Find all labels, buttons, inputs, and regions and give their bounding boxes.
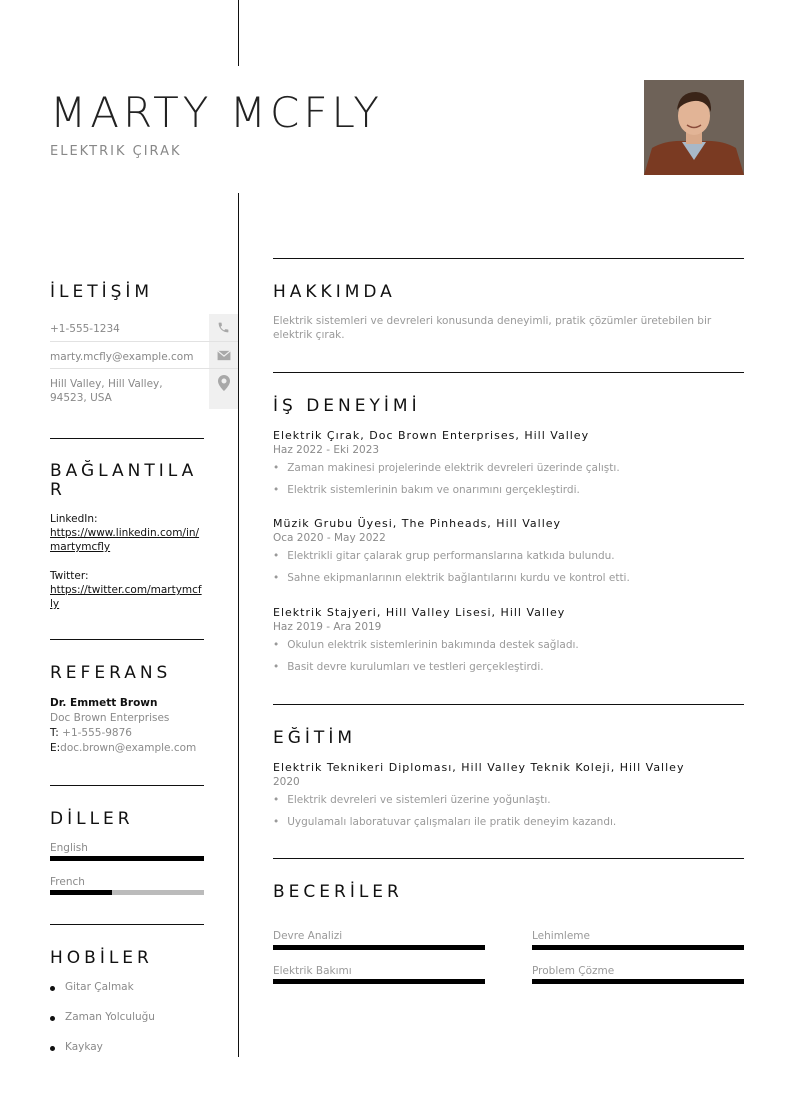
language-name-french: French <box>50 876 85 888</box>
education-bullet: • Elektrik devreleri ve sistemleri üzerine yoğunlaştı. <box>273 794 551 806</box>
education-year: 2020 <box>273 776 300 788</box>
contact-phone[interactable]: +1-555-1234 <box>50 323 120 335</box>
twitter-label: Twitter: <box>50 570 89 582</box>
hobby-item: Zaman Yolculuğu <box>65 1011 155 1023</box>
skills-heading: BECERİLER <box>273 882 403 902</box>
linkedin-label: LinkedIn: <box>50 513 98 525</box>
linkedin-link[interactable]: https://www.linkedin.com/in/martymcfly <box>50 527 200 553</box>
job-title: Elektrik Stajyeri, Hill Valley Lisesi, Hill Valley <box>273 606 566 619</box>
links-heading: BAĞLANTILAR <box>50 461 198 500</box>
language-level-french <box>50 890 112 895</box>
contact-phone-row <box>50 314 238 342</box>
about-heading: HAKKIMDA <box>273 282 396 302</box>
divider-links <box>50 639 204 640</box>
contact-email-row <box>50 342 238 369</box>
hobby-item: Kaykay <box>65 1041 103 1053</box>
reference-email-label: E: <box>50 742 61 754</box>
divider-languages <box>50 924 204 925</box>
skill-name: Lehimleme <box>532 930 590 942</box>
experience-heading: İŞ DENEYİMİ <box>273 396 421 416</box>
hobby-item: Gitar Çalmak <box>65 981 134 993</box>
languages-heading: DİLLER <box>50 809 134 829</box>
skill-bar <box>273 979 485 984</box>
hobbies-heading: HOBİLER <box>50 948 153 968</box>
skill-name: Devre Analizi <box>273 930 343 942</box>
about-text: Elektrik sistemleri ve devreleri konusunda deneyimli, pratik çözümler üretebilen bir elektrik çırak. <box>273 315 712 341</box>
candidate-name: MARTY MCFLY <box>50 88 383 137</box>
language-name-english: English <box>50 842 88 854</box>
language-bar-english <box>50 856 204 861</box>
job-date: Oca 2020 - May 2022 <box>273 532 386 544</box>
skill-name: Problem Çözme <box>532 965 615 977</box>
reference-email-line <box>50 741 225 756</box>
job-date: Haz 2019 - Ara 2019 <box>273 621 382 633</box>
link-item-twitter <box>50 569 204 611</box>
reference-phone-label: T: <box>50 727 59 739</box>
reference-name: Dr. Emmett Brown <box>50 697 158 709</box>
top-divider-line <box>238 0 239 66</box>
divider-about <box>273 372 744 373</box>
link-item-linkedin <box>50 512 204 554</box>
job-bullet: • Zaman makinesi projelerinde elektrik devreleri üzerinde çalıştı. <box>273 462 620 474</box>
education-heading: EĞİTİM <box>273 728 356 748</box>
job-bullet: • Sahne ekipmanlarının elektrik bağlantılarını kurdu ve kontrol etti. <box>273 572 630 584</box>
reference-card <box>50 696 225 756</box>
divider-top-right <box>273 258 744 259</box>
job-bullet: • Elektrik sistemlerinin bakım ve onarımını gerçekleştirdi. <box>273 484 580 496</box>
phone-icon <box>209 314 238 341</box>
profile-photo <box>644 80 744 175</box>
job-date: Haz 2022 - Eki 2023 <box>273 444 380 456</box>
envelope-icon <box>209 342 238 368</box>
divider-references <box>50 785 204 786</box>
contact-address-row <box>50 369 238 409</box>
location-pin-icon <box>209 369 238 409</box>
contact-heading: İLETİŞİM <box>50 282 154 302</box>
skill-bar <box>273 945 485 950</box>
reference-phone[interactable]: +1-555-9876 <box>62 727 132 739</box>
candidate-role: ELEKTRIK ÇIRAK <box>50 144 182 159</box>
job-bullet: • Okulun elektrik sistemlerinin bakımında destek sağladı. <box>273 639 579 651</box>
skill-name: Elektrik Bakımı <box>273 965 352 977</box>
divider-contact <box>50 438 204 439</box>
job-bullet: • Elektrikli gitar çalarak grup performanslarına katkıda bulundu. <box>273 550 615 562</box>
hobby-bullet <box>50 986 55 991</box>
job-bullet: • Basit devre kurulumları ve testleri gerçekleştirdi. <box>273 661 544 673</box>
twitter-link[interactable]: https://twitter.com/martymcfly <box>50 584 202 610</box>
education-bullet: • Uygulamalı laboratuvar çalışmaları ile pratik deneyim kazandı. <box>273 816 616 828</box>
reference-phone-line <box>50 726 225 741</box>
divider-education <box>273 858 744 859</box>
skill-bar <box>532 979 744 984</box>
language-bar-french <box>50 890 204 895</box>
contact-email[interactable]: marty.mcfly@example.com <box>50 351 194 363</box>
column-divider-line <box>238 193 239 1057</box>
language-level-english <box>50 856 204 861</box>
job-title: Elektrik Çırak, Doc Brown Enterprises, Hill Valley <box>273 429 590 442</box>
hobby-bullet <box>50 1046 55 1051</box>
reference-email[interactable]: doc.brown@example.com <box>60 742 197 754</box>
reference-company: Doc Brown Enterprises <box>50 712 170 724</box>
job-title: Müzik Grubu Üyesi, The Pinheads, Hill Valley <box>273 517 562 530</box>
divider-experience <box>273 704 744 705</box>
contact-address: Hill Valley, Hill Valley, 94523, USA <box>50 378 163 404</box>
hobby-bullet <box>50 1016 55 1021</box>
references-heading: REFERANS <box>50 663 172 683</box>
education-degree: Elektrik Teknikeri Diploması, Hill Valley Teknik Koleji, Hill Valley <box>273 761 685 774</box>
skill-bar <box>532 945 744 950</box>
